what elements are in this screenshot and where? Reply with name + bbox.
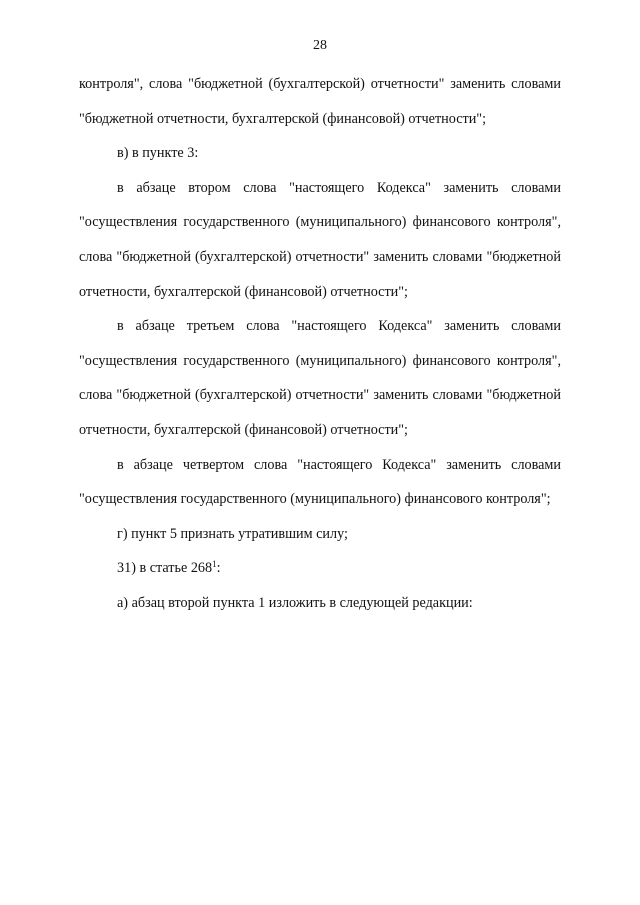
article-prefix: 31) в статье 268: [117, 560, 213, 577]
page-number: 28: [313, 38, 327, 53]
paragraph-continuation: контроля", слова "бюджетной (бухгалтерской) отчетности" заменить словами "бюджетной отчетности, бухгалтерской (финансовой) отчетности";: [79, 76, 561, 127]
document-body: [79, 67, 561, 621]
article-superscript: 1: [212, 559, 217, 570]
paragraph-third-abzac: в абзаце третьем слова "настоящего Кодекса" заменить словами "осуществления государственного (муниципального) финансового контроля", слова "бюджетной (бухгалтерской) отчетности" заменить словами "бюджетной отчетности, бухгалтерской (финансовой) отчетности";: [79, 318, 561, 438]
article-suffix: :: [216, 560, 221, 577]
paragraph-item-v: в) в пункте 3:: [117, 145, 199, 162]
paragraph-item-g: г) пункт 5 признать утратившим силу;: [117, 525, 348, 542]
paragraph-fourth-abzac: в абзаце четвертом слова "настоящего Кодекса" заменить словами "осуществления государственного (муниципального) финансового контроля";: [79, 456, 561, 508]
paragraph-second-abzac: в абзаце втором слова "настоящего Кодекса" заменить словами "осуществления государственного (муниципального) финансового контроля", слова "бюджетной (бухгалтерской) отчетности" заменить словами "бюджетной отчетности, бухгалтерской (финансовой) отчетности";: [79, 179, 561, 300]
paragraph-item-a: а) абзац второй пункта 1 изложить в следующей редакции:: [117, 594, 473, 611]
paragraph-article-31: [79, 551, 561, 586]
